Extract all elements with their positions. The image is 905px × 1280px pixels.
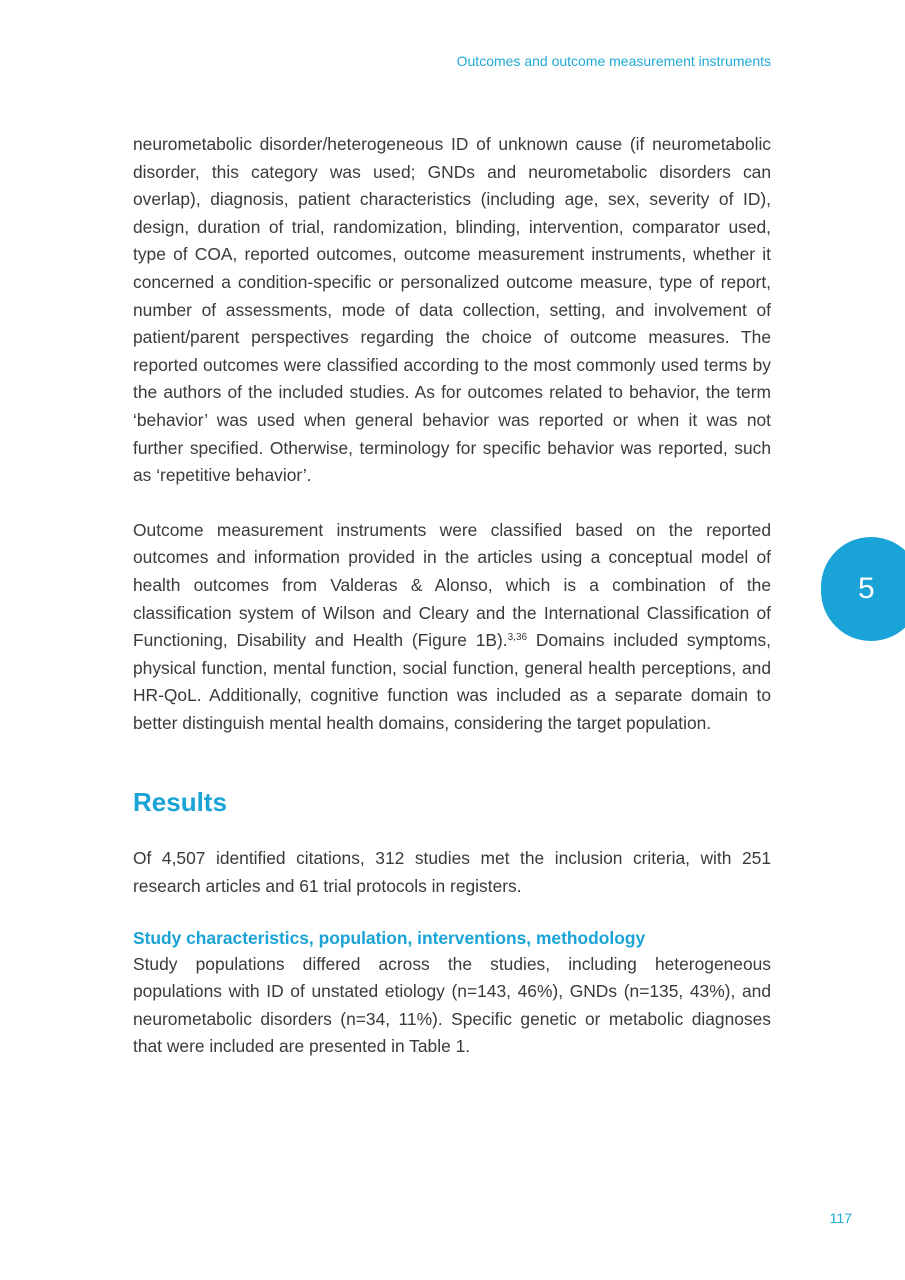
running-header: Outcomes and outcome measurement instruments (456, 53, 771, 69)
results-paragraph-2: Study populations differed across the studies, including heterogeneous populations with ID of unstated etiology (n=143, 46%), GNDs (n=135, 43%), and neurometabolic disorders (n=34, 11%). Specific genetic or metabolic diagnoses that were included are presented in Table 1. (133, 953, 771, 1057)
page-content (133, 131, 771, 1061)
paragraph-2-text-end: Domains included symptoms, physical function, mental function, social function, general health perceptions, and HR-QoL. Additionally, cognitive function was included as a separate domain to better distinguish mental health domains, considering the target population. (133, 630, 771, 733)
page-number: 117 (829, 1210, 852, 1226)
study-characteristics-subheading: Study characteristics, population, interventions, methodology (133, 927, 646, 948)
results-heading: Results (133, 787, 227, 818)
reference-superscript: 3,36 (507, 632, 528, 644)
chapter-number: 5 (858, 572, 875, 605)
body-paragraph-1: neurometabolic disorder/heterogeneous ID of unknown cause (if neurometabolic disorder, this category was used; GNDs and neurometabolic disorders can overlap), diagnosis, patient characteristics (including age, sex, severity of ID), design, duration of trial, randomization, blinding, intervention, comparator used, type of COA, reported outcomes, outcome measurement instruments, whether it concerned a condition-specific or personalized outcome measure, type of report, number of assessments, mode of data collection, setting, and involvement of patient/parent perspectives regarding the choice of outcome measures. The reported outcomes were classified according to the most commonly used terms by the authors of the included studies. As for outcomes related to behavior, the term ‘behavior’ was used when general behavior was reported or when it was not further specified. Otherwise, terminology for specific behavior was reported, such as ‘repetitive behavior’. (133, 134, 771, 486)
results-paragraph-1: Of 4,507 identified citations, 312 studies met the inclusion criteria, with 251 research articles and 61 trial protocols in registers. (133, 848, 771, 897)
chapter-tab (821, 537, 905, 641)
paragraph-2-text-start: Outcome measurement instruments were classified based on the reported outcomes and information provided in the articles using a conceptual model of health outcomes from Valderas & Alonso, which is a combination of the classification system of Wilson and Cleary and the International Classification of Functioning, Disability and Health (Figure 1B). (133, 519, 771, 651)
body-paragraph-2 (133, 517, 771, 738)
